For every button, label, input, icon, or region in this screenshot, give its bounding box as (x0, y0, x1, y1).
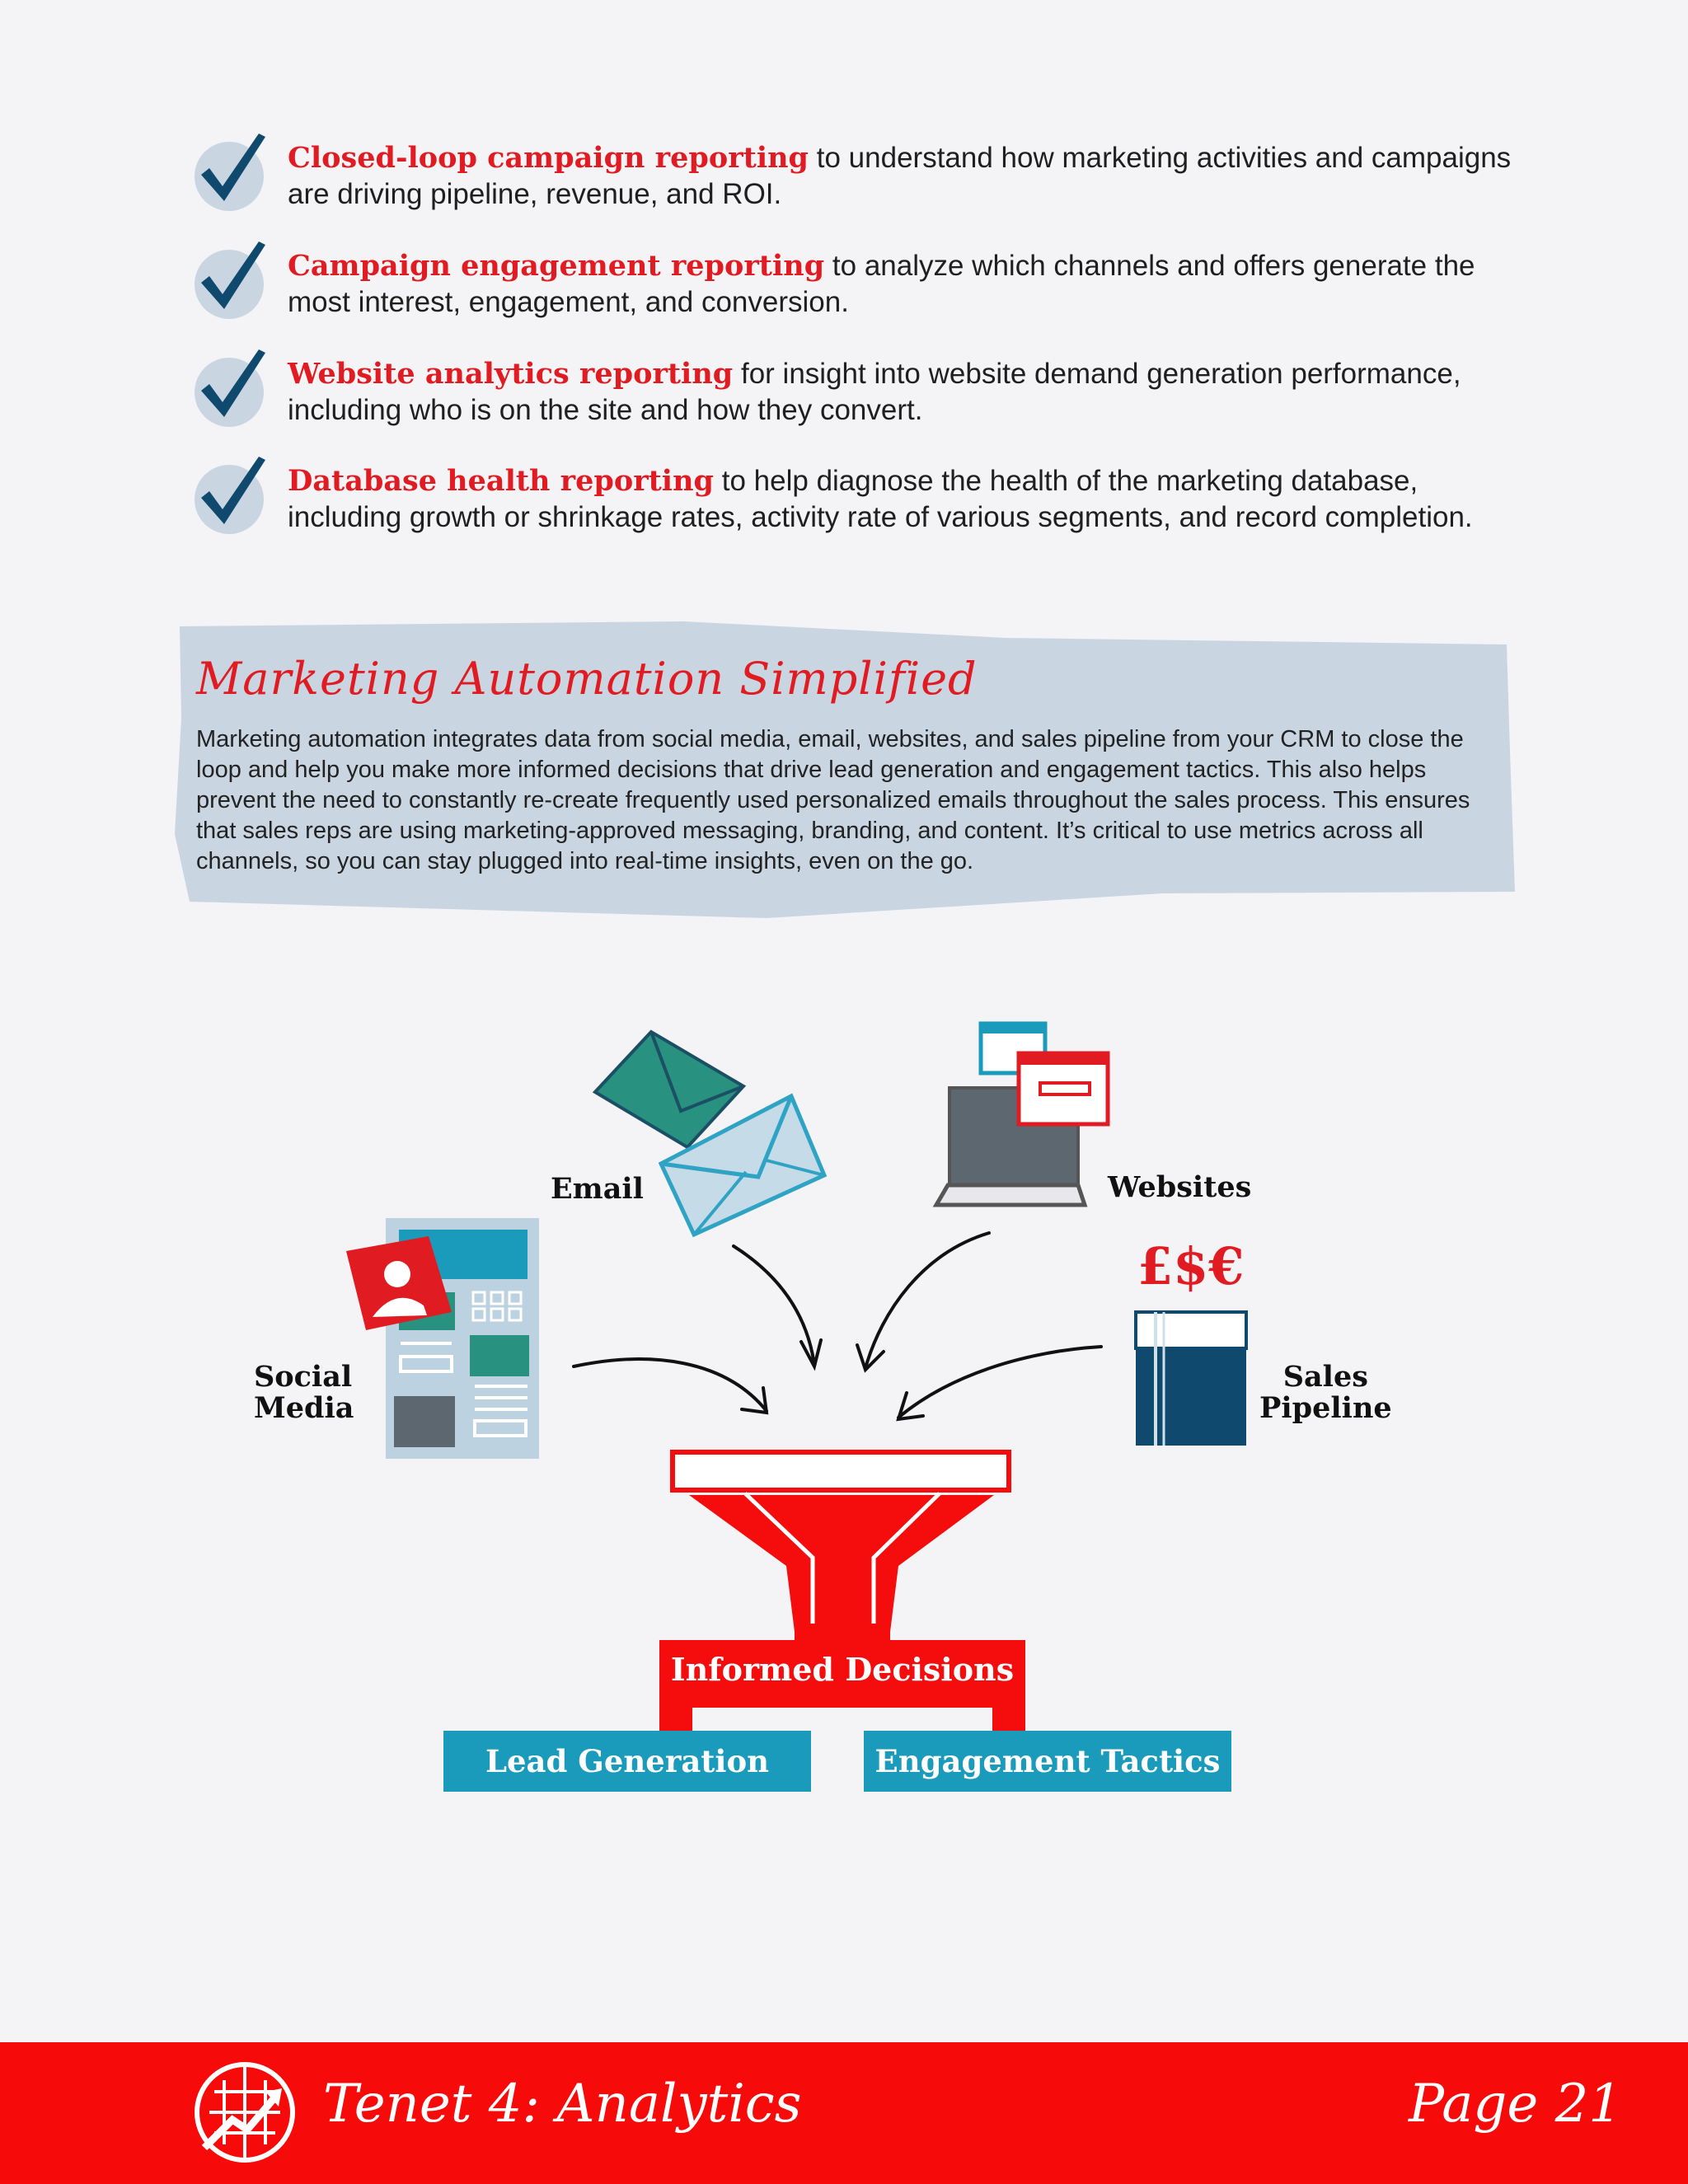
page-number: Page 21 (1409, 2074, 1622, 2135)
engagement-tactics-box: Engagement Tactics (874, 1743, 1221, 1779)
footer (0, 2042, 1688, 2184)
funnel-diagram (0, 989, 1688, 1854)
panel-title: Marketing Automation Simplified (196, 653, 978, 705)
arrow-sales (898, 1347, 1101, 1418)
checkmark-icon (190, 240, 272, 322)
checkmark-icon (190, 348, 272, 430)
arrows (574, 1233, 1101, 1419)
item-text: to analyze which channels and offers generate the most interest, engagement, and conversion. (288, 250, 1475, 318)
websites-label: Websites (1108, 1170, 1252, 1204)
social-media-label: Social Media (254, 1360, 354, 1425)
currency-symbols: £$€ (1137, 1236, 1245, 1296)
item-text: to understand how marketing activities and campaigns are driving pipeline, revenue, and ROI. (288, 142, 1512, 210)
sales-pipeline-label: Sales Pipeline (1259, 1360, 1392, 1425)
arrow-social (574, 1359, 767, 1411)
sales-pipeline-icon (1136, 1236, 1246, 1446)
item-text: for insight into website demand generation performance, including who is on the site and how they convert. (288, 358, 1461, 426)
item-title: Database health reporting (288, 464, 715, 498)
laptop-icon (936, 1024, 1108, 1205)
checkmark-icon (190, 132, 272, 214)
email-label: Email (551, 1172, 644, 1206)
social-media-icon (346, 1218, 539, 1459)
informed-decisions-box: Informed Decisions (670, 1651, 1015, 1688)
panel-body: Marketing automation integrates data from social media, email, websites, and sales pipeline from your CRM to close the loop and help you make more informed decisions that drive lead generation and engagement tactics. This also helps prevent the need to constantly re-create frequently used personalized emails throughout the sales process. This ensures that sales reps are using marketing-approved messaging, branding, and content. It’s critical to use metrics across all channels, so you can stay plugged into real-time insights, even on the go. (196, 726, 1470, 874)
info-panel (173, 620, 1517, 925)
lead-generation-box: Lead Generation (485, 1743, 770, 1779)
item-title: Closed-loop campaign reporting (288, 141, 809, 175)
item-title: Campaign engagement reporting (288, 249, 825, 283)
item-text: to help diagnose the health of the marketing database, including growth or shrinkage rates, activity rate of various segments, and record completion. (288, 465, 1473, 533)
footer-title: Tenet 4: Analytics (323, 2074, 802, 2135)
analytics-chart-icon (191, 2059, 298, 2166)
checkmark-icon (190, 455, 272, 537)
item-title: Website analytics reporting (288, 357, 734, 391)
arrow-websites (865, 1233, 989, 1368)
